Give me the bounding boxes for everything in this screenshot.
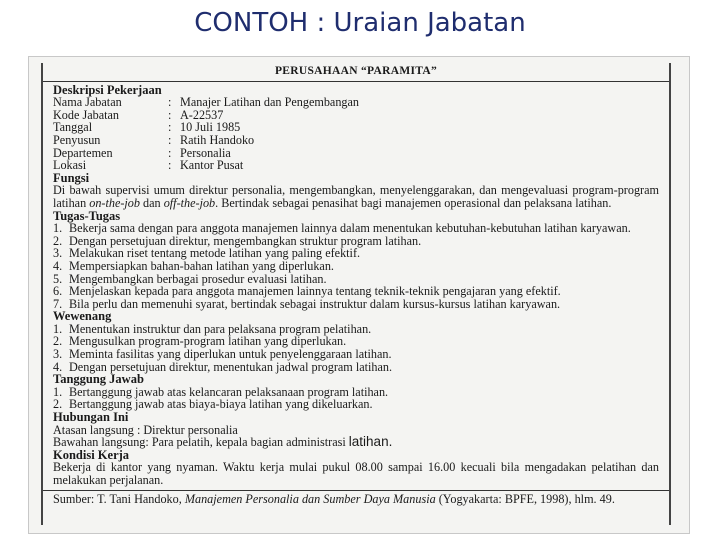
info-label: Lokasi <box>53 158 87 173</box>
info-row: Kode Jabatan : A-22537 <box>53 107 224 122</box>
info-row: Lokasi : Kantor Pusat <box>53 158 244 173</box>
info-label: Nama Jabatan <box>53 95 122 110</box>
section-title-kondisi: Kondisi Kerja <box>53 447 130 462</box>
list-item: 1. Bekerja sama dengan para anggota manajemen lainnya dalam menentukan kebutuhan-kebutuhan latihan karyawan. <box>53 221 631 236</box>
info-row: Departemen : Personalia <box>53 145 231 160</box>
bawahan-line: Bawahan langsung: Para pelatih, kepala bagian administrasi latihan. <box>53 434 393 450</box>
divider <box>43 490 669 491</box>
info-value: Kantor Pusat <box>180 158 244 173</box>
kondisi-paragraph: Bekerja di kantor yang nyaman. Waktu kerja mulai pukul 08.00 sampai 16.00 kecuali bila mengadakan pelatihan dan melakukan perjalanan. <box>53 460 659 487</box>
section-title-hubungan: Hubungan Ini <box>53 410 129 425</box>
list-item: 2. Bertanggung jawab atas biaya-biaya latihan yang dikeluarkan. <box>53 397 373 412</box>
section-title-tanggung-jawab: Tanggung Jawab <box>53 372 144 387</box>
info-row: Tanggal : 10 Juli 1985 <box>53 120 241 135</box>
tugas-list <box>53 222 659 310</box>
info-label: Departemen <box>53 145 113 160</box>
info-value: A-22537 <box>180 107 224 122</box>
tanggung-jawab-list <box>53 386 659 411</box>
info-value: Ratih Handoko <box>180 132 255 147</box>
list-item: 5. Mengembangkan berbagai prosedur evaluasi latihan. <box>53 271 327 286</box>
fungsi-paragraph: Di bawah supervisi umum direktur personalia, mengembangkan, menyelenggarakan, dan mengevaluasi program-program latihan on-the-job dan off-the-job. Bertindak sebagai penasihat bagi manajemen operasional dan pelaksana latihan. <box>53 183 659 210</box>
job-description-page <box>41 63 671 525</box>
info-label: Tanggal <box>53 120 93 135</box>
info-table <box>53 96 659 172</box>
wewenang-list <box>53 323 659 373</box>
list-item: 4. Mempersiapkan bahan-bahan latihan yang diperlukan. <box>53 258 334 273</box>
info-row: Nama Jabatan : Manajer Latihan dan Pengembangan <box>53 95 360 110</box>
list-item: 7. Bila perlu dan memenuhi syarat, bertindak sebagai instruktur dalam kursus-kursus latihan karyawan. <box>53 296 561 311</box>
info-value: 10 Juli 1985 <box>180 120 241 135</box>
list-item: 2. Mengusulkan program-program latihan yang diperlukan. <box>53 334 347 349</box>
list-item: 1. Menentukan instruktur dan para pelaksana program pelatihan. <box>53 321 372 336</box>
list-item: 2. Dengan persetujuan direktur, mengembangkan struktur program latihan. <box>53 233 422 248</box>
scanned-document <box>28 56 690 534</box>
list-item: 3. Melakukan riset tentang metode latihan yang paling efektif. <box>53 246 361 261</box>
list-item: 1. Bertanggung jawab atas kelancaran pelaksanaan program latihan. <box>53 384 389 399</box>
source-citation: Sumber: T. Tani Handoko, Manajemen Personalia dan Sumber Daya Manusia (Yogyakarta: BPFE, 1998), hlm. 49. <box>53 491 615 506</box>
list-item: 6. Menjelaskan kepada para anggota manajemen lainnya tentang teknik-teknik pengajaran yang efektif. <box>53 284 561 299</box>
company-heading: PERUSAHAAN “PARAMITA” <box>43 63 669 82</box>
info-value: Manajer Latihan dan Pengembangan <box>180 95 360 110</box>
section-title-deskripsi: Deskripsi Pekerjaan <box>53 82 162 97</box>
info-label: Kode Jabatan <box>53 107 119 122</box>
section-title-fungsi: Fungsi <box>53 170 90 185</box>
section-title-wewenang: Wewenang <box>53 309 112 324</box>
info-row: Penyusun : Ratih Handoko <box>53 132 255 147</box>
info-label: Penyusun <box>53 132 101 147</box>
info-value: Personalia <box>180 145 231 160</box>
slide-title: CONTOH : Uraian Jabatan <box>194 8 526 38</box>
list-item: 4. Dengan persetujuan direktur, menentukan jadwal program latihan. <box>53 359 393 374</box>
atasan-line: Atasan langsung : Direktur personalia <box>53 422 238 437</box>
list-item: 3. Meminta fasilitas yang diperlukan untuk penyelenggaraan latihan. <box>53 347 392 362</box>
section-title-tugas: Tugas-Tugas <box>53 208 121 223</box>
